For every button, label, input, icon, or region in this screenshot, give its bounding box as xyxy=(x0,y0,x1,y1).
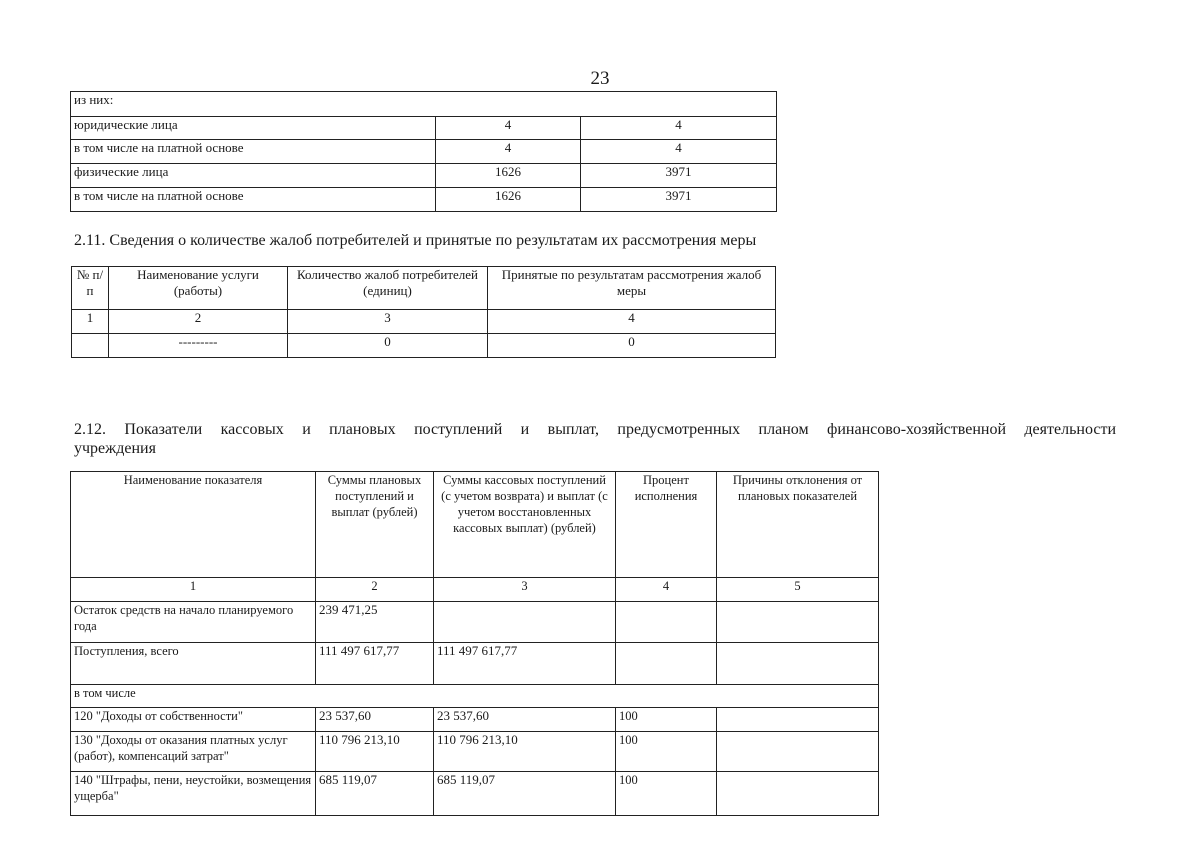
indicator-group-label: в том числе xyxy=(71,685,879,708)
table-cell: 4 xyxy=(436,140,581,164)
page-number: 23 xyxy=(590,68,610,89)
table-row xyxy=(71,117,777,140)
deviation-reason xyxy=(717,602,879,643)
cash-amount: 685 119,07 xyxy=(434,772,616,816)
column-header: Суммы плановых поступлений и выплат (рублей) xyxy=(316,472,434,578)
indicator-name: Поступления, всего xyxy=(71,643,316,685)
table-cell: 1626 xyxy=(436,188,581,212)
deviation-reason xyxy=(717,643,879,685)
table-row xyxy=(71,602,879,643)
table-row xyxy=(71,188,777,212)
table-cell: в том числе на платной основе xyxy=(71,140,436,164)
column-header: Суммы кассовых поступлений (с учетом возврата) и выплат (с учетом восстановленных кассовых выплат) (рублей) xyxy=(434,472,616,578)
column-header: Процент исполнения xyxy=(616,472,717,578)
table-cell: 4 xyxy=(581,140,777,164)
column-header: № п/п xyxy=(72,267,109,310)
deviation-reason xyxy=(717,708,879,732)
table-cell: 1626 xyxy=(436,164,581,188)
execution-percent: 100 xyxy=(616,732,717,772)
cash-amount: 23 537,60 xyxy=(434,708,616,732)
column-header: Принятые по результатам рассмотрения жалоб меры xyxy=(488,267,776,310)
indicator-name: Остаток средств на начало планируемого года xyxy=(71,602,316,643)
execution-percent xyxy=(616,602,717,643)
table-cell xyxy=(72,334,109,358)
column-header: Количество жалоб потребителей (единиц) xyxy=(288,267,488,310)
table-row xyxy=(71,92,777,117)
plan-amount: 239 471,25 xyxy=(316,602,434,643)
execution-percent: 100 xyxy=(616,708,717,732)
table-row xyxy=(71,140,777,164)
column-number: 1 xyxy=(71,578,316,602)
deviation-reason xyxy=(717,732,879,772)
deviation-reason xyxy=(717,772,879,816)
column-number: 1 xyxy=(72,310,109,334)
section-2-11-title: 2.11. Сведения о количестве жалоб потребителей и принятые по результатам их рассмотрения меры xyxy=(74,232,757,249)
table-header-row xyxy=(72,267,776,310)
column-number: 4 xyxy=(616,578,717,602)
plan-amount: 685 119,07 xyxy=(316,772,434,816)
table-cell: 3971 xyxy=(581,164,777,188)
column-number: 3 xyxy=(288,310,488,334)
table-cell: физические лица xyxy=(71,164,436,188)
complaints-table xyxy=(71,266,776,358)
table-row xyxy=(71,732,879,772)
section-2-12-title-line2: учреждения xyxy=(74,440,156,457)
cash-amount: 110 796 213,10 xyxy=(434,732,616,772)
cash-amount: 111 497 617,77 xyxy=(434,643,616,685)
financial-indicators-table xyxy=(70,471,879,816)
plan-amount: 23 537,60 xyxy=(316,708,434,732)
table-cell: юридические лица xyxy=(71,117,436,140)
table-cell: 4 xyxy=(581,117,777,140)
plan-amount: 110 796 213,10 xyxy=(316,732,434,772)
numbering-row xyxy=(72,310,776,334)
table-row xyxy=(71,164,777,188)
table-row xyxy=(71,708,879,732)
column-number: 4 xyxy=(488,310,776,334)
table-row xyxy=(71,643,879,685)
cash-amount xyxy=(434,602,616,643)
table-row xyxy=(71,772,879,816)
column-header: Наименование показателя xyxy=(71,472,316,578)
table-header-row xyxy=(71,472,879,578)
table-cell: 0 xyxy=(488,334,776,358)
table-row xyxy=(72,334,776,358)
table-cell: --------- xyxy=(109,334,288,358)
plan-amount: 111 497 617,77 xyxy=(316,643,434,685)
execution-percent xyxy=(616,643,717,685)
table-cell: из них: xyxy=(71,92,777,117)
column-number: 2 xyxy=(109,310,288,334)
legal-physical-persons-table xyxy=(70,91,777,212)
section-2-12-title xyxy=(74,420,1116,458)
column-number: 5 xyxy=(717,578,879,602)
section-2-12-title-line1: 2.12. Показатели кассовых и плановых поступлений и выплат, предусмотренных планом финансово-хозяйственной деятельности xyxy=(74,421,1116,438)
table-cell: 0 xyxy=(288,334,488,358)
indicator-name: 130 "Доходы от оказания платных услуг (работ), компенсаций затрат" xyxy=(71,732,316,772)
table-row xyxy=(71,685,879,708)
column-number: 2 xyxy=(316,578,434,602)
column-header: Наименование услуги (работы) xyxy=(109,267,288,310)
table-cell: 4 xyxy=(436,117,581,140)
table-cell: 3971 xyxy=(581,188,777,212)
numbering-row xyxy=(71,578,879,602)
indicator-name: 120 "Доходы от собственности" xyxy=(71,708,316,732)
table-cell: в том числе на платной основе xyxy=(71,188,436,212)
indicator-name: 140 "Штрафы, пени, неустойки, возмещения ущерба" xyxy=(71,772,316,816)
execution-percent: 100 xyxy=(616,772,717,816)
column-header: Причины отклонения от плановых показателей xyxy=(717,472,879,578)
column-number: 3 xyxy=(434,578,616,602)
